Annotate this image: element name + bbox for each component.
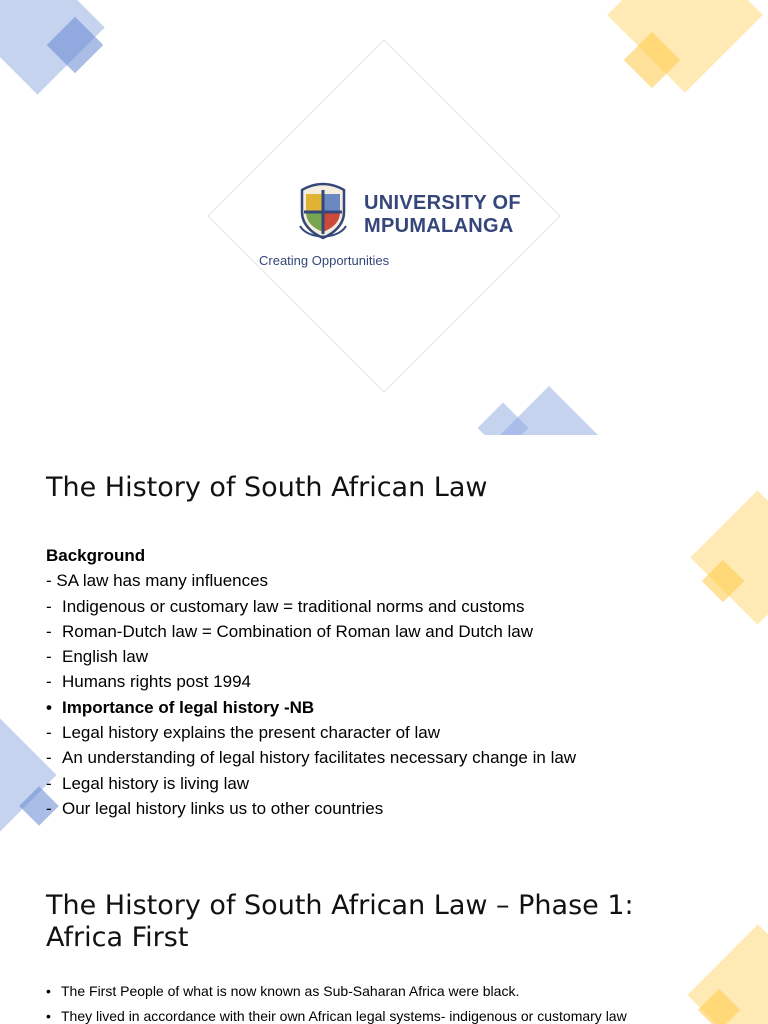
university-name-line1: UNIVERSITY OF [364,191,521,214]
list-item [46,745,576,770]
university-crest-icon [296,180,350,249]
list-item [46,669,576,694]
decor-diamond [607,0,763,93]
list-item [46,644,576,669]
list-marker: • [46,697,52,717]
list-marker: • [46,1008,51,1024]
slide-title: The History of South African Law [46,472,488,503]
slide-title [46,890,634,954]
list-marker: • [46,983,51,999]
list-item [46,720,576,745]
list-marker: - [46,773,52,793]
list-marker: - [46,621,52,641]
university-logo [296,180,521,249]
list-marker: - [46,596,52,616]
list-item-text: Background [46,546,146,565]
slide-title-line2: Africa First [46,922,189,953]
university-name [364,192,521,238]
content-slide-background [0,845,768,1024]
list-marker: - [46,723,52,743]
content-slide-background [0,435,768,845]
list-item-text: Importance of legal history -NB [62,697,315,717]
list-item-text: An understanding of legal history facilitates necessary change in law [62,748,577,768]
slide-body [46,979,627,1024]
list-marker: - [46,798,52,818]
list-item [46,619,576,644]
list-item [46,1004,627,1024]
list-item [46,568,576,593]
university-name-line2: MPUMALANGA [364,214,514,237]
list-item-text: Roman-Dutch law = Combination of Roman law and Dutch law [62,621,534,641]
list-item-text: Our legal history links us to other countries [62,798,384,818]
slide-title-line1: The History of South African Law – Phase 1: [46,890,634,921]
list-item-text: Legal history explains the present character of law [62,723,440,743]
list-marker: - [46,647,52,667]
list-item [46,594,576,619]
list-item-text: Humans rights post 1994 [62,672,251,692]
list-item-text: The First People of what is now known as Sub-Saharan Africa were black. [61,983,520,999]
list-item [46,771,576,796]
list-item-text: Legal history is living law [62,773,250,793]
list-marker: - [46,748,52,768]
list-item-text: - SA law has many influences [46,571,269,591]
list-item-text: Indigenous or customary law = traditional norms and customs [62,596,525,616]
tagline: Creating Opportunities [259,253,390,268]
list-item [46,543,576,568]
slide-body [46,543,576,821]
list-item-text: English law [62,647,148,667]
list-item [46,695,576,720]
list-item [46,796,576,821]
list-item [46,979,627,1004]
decor-diamond [690,490,768,624]
list-item-text: They lived in accordance with their own African legal systems- indigenous or customary law [61,1008,627,1024]
title-slide [0,0,768,435]
list-marker: - [46,672,52,692]
